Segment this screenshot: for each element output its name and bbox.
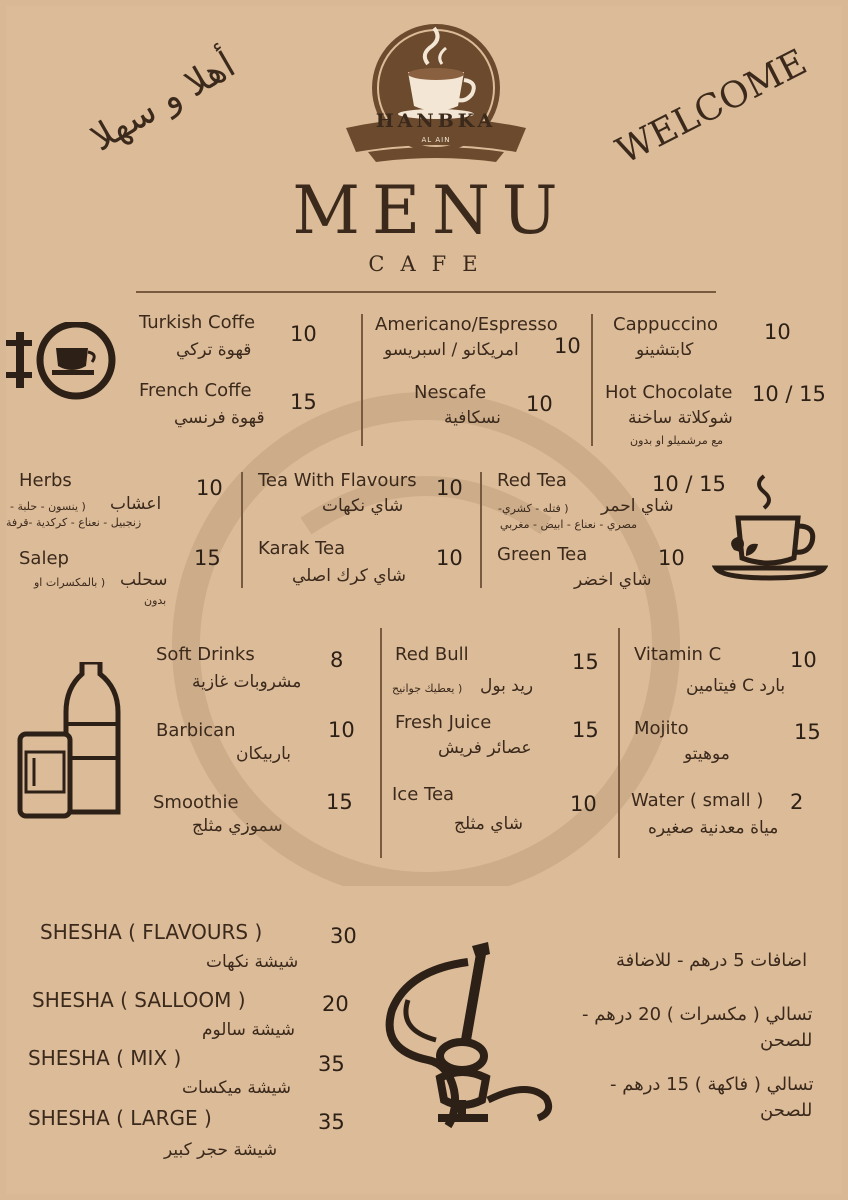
shesha-name-arabic: شيشة سالوم	[202, 1020, 295, 1040]
section3-divider-2	[618, 628, 620, 858]
item-name-arabic: شاي نكهات	[322, 496, 404, 516]
item-name: Hot Chocolate	[605, 382, 733, 403]
item-name: Turkish Coffe	[139, 312, 256, 333]
item-price: 10	[764, 320, 791, 344]
item-name-arabic: سحلب	[120, 570, 168, 590]
shesha-price: 35	[318, 1110, 345, 1134]
shesha-price: 20	[322, 992, 349, 1016]
item-price: 10	[196, 476, 223, 500]
soft-drinks-icon	[14, 662, 126, 820]
item-note: ( فتله - كشري-	[498, 502, 569, 515]
item-name-arabic: باربيكان	[236, 744, 292, 764]
item-name: Americano/Espresso	[375, 314, 558, 335]
item-price: 10	[526, 392, 553, 416]
item-price: 10	[554, 334, 581, 358]
item-name: Salep	[19, 548, 69, 569]
item-name-arabic: نسكافية	[444, 408, 501, 428]
item-price: 15	[572, 718, 599, 742]
shesha-name-arabic: شيشة نكهات	[206, 952, 299, 972]
shesha-name-arabic: شيشة ميكسات	[182, 1078, 292, 1098]
item-name: French Coffe	[139, 380, 252, 401]
item-name-arabic: عصائر فريش	[438, 738, 532, 758]
item-name-arabic: ريد بول	[480, 676, 534, 696]
item-price: 10	[328, 718, 355, 742]
shesha-price: 30	[330, 924, 357, 948]
item-name-arabic: شاي كرك اصلي	[292, 566, 406, 586]
item-name-arabic: اعشاب	[110, 494, 162, 514]
brand-name: HANBKA	[375, 110, 497, 132]
item-price: 10	[436, 476, 463, 500]
page-subtitle: CAFE	[368, 252, 494, 276]
item-price: 10	[658, 546, 685, 570]
item-price: 10	[570, 792, 597, 816]
shesha-name: SHESHA ( MIX )	[28, 1046, 182, 1070]
section1-divider-2	[591, 314, 593, 446]
item-price: 10 / 15	[752, 382, 826, 406]
item-name: Cappuccino	[613, 314, 719, 335]
item-price: 15	[290, 390, 317, 414]
item-name: Red Tea	[497, 470, 567, 491]
item-note: زنجبيل - نعناع - كركدية -قرفة	[6, 516, 142, 529]
item-name-arabic: قهوة تركي	[176, 340, 252, 360]
item-name-arabic: قهوة فرنسي	[174, 408, 265, 428]
item-price: 10 / 15	[652, 472, 726, 496]
section2-divider-1	[241, 472, 243, 588]
item-name-arabic: كابتشينو	[636, 340, 694, 360]
item-name: Vitamin C	[634, 644, 722, 665]
shesha-name: SHESHA ( LARGE )	[28, 1106, 212, 1130]
item-name-arabic: شاي مثلج	[454, 814, 523, 834]
item-name-arabic: شاي احمر	[601, 496, 674, 516]
logo-badge	[346, 20, 526, 170]
item-name-arabic: امريكانو / اسبريسو	[384, 340, 519, 360]
tea-cup-icon	[712, 474, 828, 586]
item-note: ( بالمكسرات او	[34, 576, 106, 589]
item-note: بدون	[144, 594, 167, 607]
item-name: Ice Tea	[392, 784, 455, 805]
item-name: Barbican	[156, 720, 236, 741]
page-title: MENU	[292, 172, 570, 249]
item-name: Smoothie	[153, 792, 239, 813]
item-price: 10	[436, 546, 463, 570]
item-note: ( ينسون - حلبة -	[10, 500, 86, 513]
header-divider	[136, 291, 716, 293]
menu-page	[6, 6, 842, 1194]
item-name-arabic: شاي اخضر	[574, 570, 652, 590]
shesha-name: SHESHA ( FLAVOURS )	[40, 920, 263, 944]
item-name-arabic: موهيتو	[684, 744, 730, 764]
section2-divider-2	[480, 472, 482, 588]
item-price: 2	[790, 790, 804, 814]
item-price: 10	[790, 648, 817, 672]
coffee-sign-icon	[6, 322, 122, 402]
item-name-arabic: شوكلاتة ساخنة	[628, 408, 733, 428]
item-name: Red Bull	[395, 644, 469, 665]
item-name-arabic: سموزي مثلج	[192, 816, 283, 836]
shisha-icon	[378, 940, 556, 1134]
shesha-name-arabic: شيشة حجر كبير	[164, 1140, 278, 1160]
item-name: Mojito	[634, 718, 689, 739]
item-name: Soft Drinks	[156, 644, 255, 665]
brand-subtitle: AL AIN	[421, 136, 451, 144]
shesha-price: 35	[318, 1052, 345, 1076]
item-price: 10	[290, 322, 317, 346]
item-name-arabic: بارد C فيتامين	[686, 676, 786, 696]
item-name: Fresh Juice	[395, 712, 492, 733]
item-price: 8	[330, 648, 344, 672]
item-name: Nescafe	[414, 382, 487, 403]
item-note: مصري - نعناع - ابيض - مغربي	[500, 518, 638, 531]
section1-divider-1	[361, 314, 363, 446]
item-name: Green Tea	[497, 544, 588, 565]
item-note: مع مرشميلو او بدون	[630, 434, 724, 447]
extras-line: تسالي ( فاكهة ) 15 درهم -	[610, 1074, 814, 1095]
welcome-english: WELCOME	[610, 41, 814, 173]
extras-line: اضافات 5 درهم - للاضافة	[616, 950, 808, 971]
item-price: 15	[572, 650, 599, 674]
shesha-name: SHESHA ( SALLOOM )	[32, 988, 246, 1012]
item-name: Herbs	[19, 470, 72, 491]
item-name-arabic: مياة معدنية صغيره	[648, 818, 779, 838]
item-name: Karak Tea	[258, 538, 346, 559]
section3-divider-1	[380, 628, 382, 858]
item-name: Water ( small )	[631, 790, 764, 811]
item-price: 15	[326, 790, 353, 814]
item-price: 15	[794, 720, 821, 744]
item-name-arabic: مشروبات غازية	[192, 672, 302, 692]
item-note: ( يعطيك جوانيح	[392, 682, 463, 695]
item-name: Tea With Flavours	[258, 470, 417, 491]
item-price: 15	[194, 546, 221, 570]
extras-line: تسالي ( مكسرات ) 20 درهم -	[582, 1004, 813, 1025]
extras-line: للصحن	[760, 1030, 813, 1051]
welcome-arabic: أهلا و سهلا	[84, 44, 243, 160]
extras-line: للصحن	[760, 1100, 813, 1121]
